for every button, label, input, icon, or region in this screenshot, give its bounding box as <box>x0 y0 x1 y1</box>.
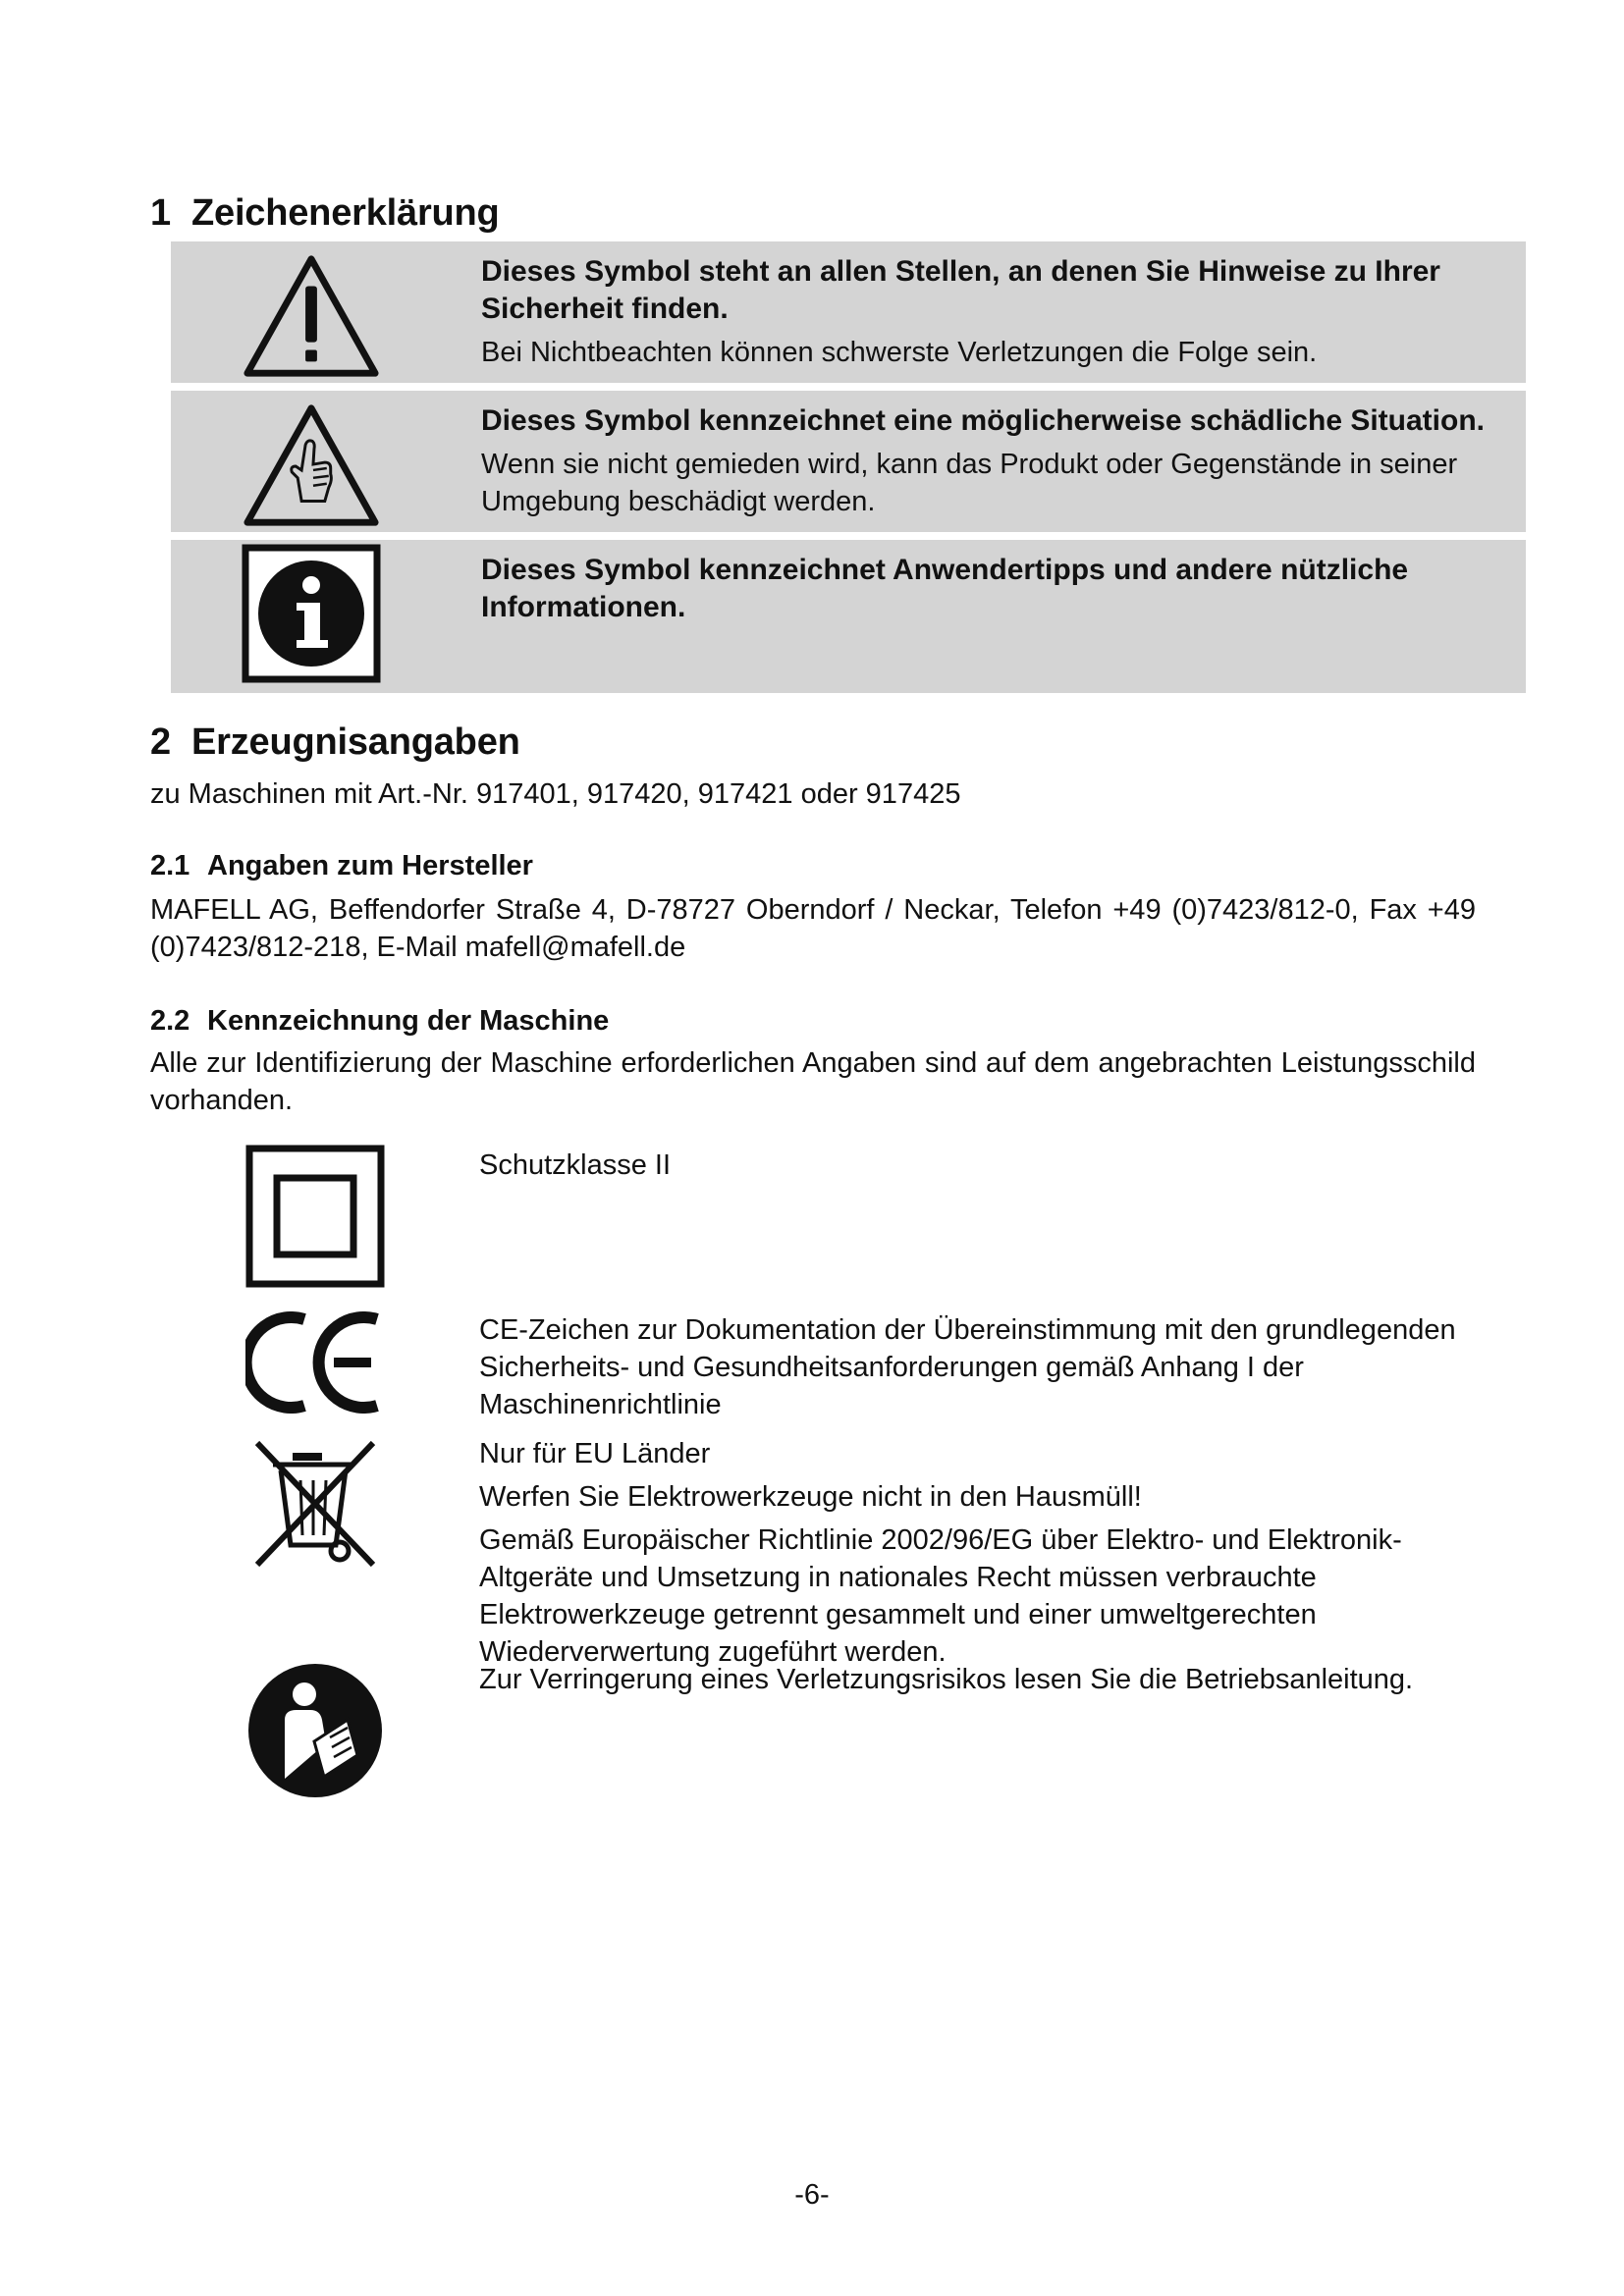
read-manual-icon <box>245 1661 385 1800</box>
legend-row-caution <box>171 391 1526 532</box>
symbol-legend <box>171 241 1526 701</box>
section-title: Zeichenerklärung <box>191 192 500 234</box>
legend-bold-text: Dieses Symbol kennzeichnet Anwendertipps und andere nützliche Informationen. <box>481 554 1409 623</box>
symbol-description: Gemäß Europäischer Richtlinie 2002/96/EG über Elektro- und Elektronik- Altgeräte und Umsetzung in nationales Recht müssen verbrauchte Elektrowerkzeuge getrennt gesammelt und einer umweltgerechten Wiederverwertung zugeführt werden. <box>479 1524 1402 1668</box>
subsection-2-2-heading <box>150 1005 609 1038</box>
symbol-description: Schutzklasse II <box>479 1149 672 1181</box>
subsection-title: Kennzeichnung der Maschine <box>207 1005 610 1037</box>
manufacturer-address: MAFELL AG, Beffendorfer Straße 4, D-78727 Oberndorf / Neckar, Telefon +49 (0)7423/812-0, Fax +49 (0)7423/812-218, E-Mail mafell@mafell.de <box>150 894 1476 963</box>
legend-row-info <box>171 540 1526 693</box>
product-intro: zu Maschinen mit Art.-Nr. 917401, 917420, 917421 oder 917425 <box>150 778 961 810</box>
section-number: 1 <box>150 192 171 234</box>
protection-class-ii-icon <box>245 1147 385 1286</box>
section-1-heading <box>150 192 500 235</box>
subsection-number: 2.2 <box>150 1005 190 1037</box>
legend-normal-text: Bei Nichtbeachten können schwerste Verletzungen die Folge sein. <box>481 337 1318 368</box>
ce-mark-icon <box>245 1311 385 1414</box>
page-number: -6- <box>794 2179 830 2211</box>
section-number: 2 <box>150 721 171 763</box>
legend-row-warning <box>171 241 1526 383</box>
caution-hand-icon <box>242 399 381 534</box>
legend-bold-text: Dieses Symbol kennzeichnet eine möglicherweise schädliche Situation. <box>481 404 1485 437</box>
crossed-bin-icon <box>245 1435 385 1571</box>
machine-identification-text: Alle zur Identifizierung der Maschine erforderlichen Angaben sind auf dem angebrachten Leistungsschild vorhanden. <box>150 1047 1476 1116</box>
symbol-description: Nur für EU Länder <box>479 1438 711 1469</box>
subsection-2-1-heading <box>150 850 533 882</box>
legend-normal-text: Wenn sie nicht gemieden wird, kann das Produkt oder Gegenstände in seiner Umgebung beschädigt werden. <box>481 449 1458 517</box>
symbol-description: CE-Zeichen zur Dokumentation der Übereinstimmung mit den grundlegenden Sicherheits- und Gesundheitsanforderungen gemäß Anhang I der Maschinenrichtlinie <box>479 1314 1456 1420</box>
warning-exclamation-icon <box>242 249 381 385</box>
section-2-heading <box>150 721 520 764</box>
info-icon <box>242 546 381 681</box>
symbol-description: Werfen Sie Elektrowerkzeuge nicht in den Hausmüll! <box>479 1481 1142 1513</box>
subsection-title: Angaben zum Hersteller <box>207 850 533 881</box>
subsection-number: 2.1 <box>150 850 190 881</box>
section-title: Erzeugnisangaben <box>191 721 520 763</box>
legend-bold-text: Dieses Symbol steht an allen Stellen, an denen Sie Hinweise zu Ihrer Sicherheit finden. <box>481 255 1440 325</box>
symbol-description: Zur Verringerung eines Verletzungsrisikos lesen Sie die Betriebsanleitung. <box>479 1664 1414 1695</box>
